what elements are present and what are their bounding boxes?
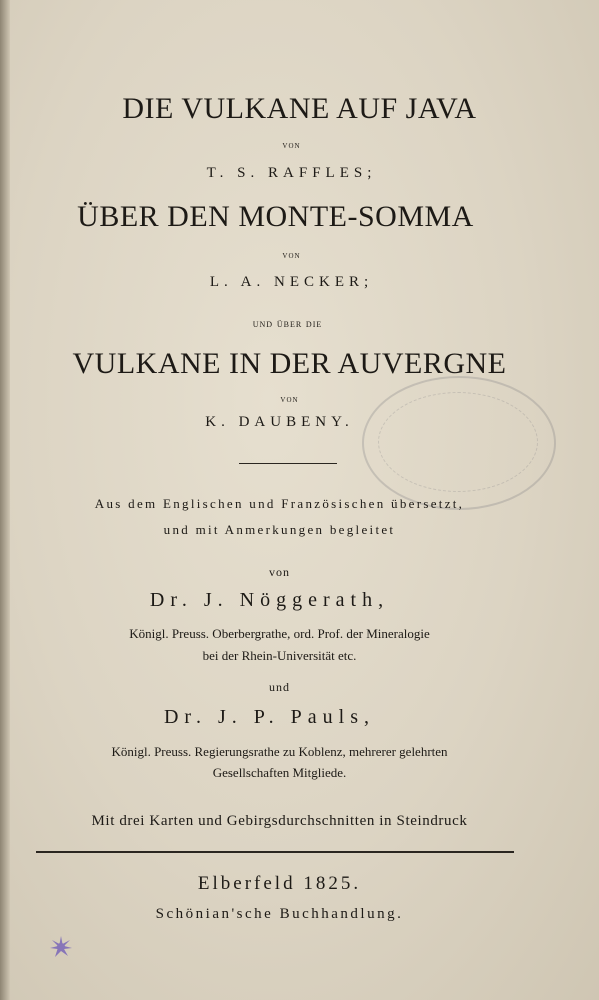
place-and-year: Elberfeld 1825. xyxy=(197,873,362,894)
translator2-affiliation-line1: Königl. Preuss. Regierungsrathe zu Koblenz, mehrerer gelehrten xyxy=(111,744,448,759)
translator2-affiliation-line2: Gesellschaften Mitgliede. xyxy=(212,765,347,780)
translation-note-line2: und mit Anmerkungen begleitet xyxy=(163,522,396,537)
translation-note-line1: Aus dem Englischen und Französischen übersetzt, xyxy=(94,496,465,511)
connector-und-ueber-die: und über die xyxy=(252,318,323,330)
von-label-4: von xyxy=(269,565,290,579)
purple-star-icon xyxy=(48,934,74,960)
main-title-auvergne: VULKANE IN DER AUVERGNE xyxy=(72,347,507,380)
main-title-monte-somma: ÜBER DEN MONTE-SOMMA xyxy=(77,200,474,233)
translator-noeggerath: Dr. J. Nöggerath, xyxy=(149,589,390,611)
und-label: und xyxy=(269,680,290,694)
author-daubeny: K. DAUBENY. xyxy=(205,414,354,430)
short-divider xyxy=(239,463,337,464)
author-necker: L. A. NECKER; xyxy=(209,274,374,290)
von-label-2: von xyxy=(282,250,301,261)
von-label-1: von xyxy=(282,140,301,151)
translator1-affiliation-line1: Königl. Preuss. Oberbergrathe, ord. Prof. der Mineralogie xyxy=(129,626,430,641)
translator1-affiliation-line2: bei der Rhein-Universität etc. xyxy=(202,648,357,663)
maps-note: Mit drei Karten und Gebirgsdurchschnitten in Steindruck xyxy=(91,813,468,829)
von-label-3: von xyxy=(280,394,299,405)
translator-pauls: Dr. J. P. Pauls, xyxy=(163,706,376,728)
publisher: Schönian'sche Buchhandlung. xyxy=(155,906,404,922)
main-title-java: DIE VULKANE AUF JAVA xyxy=(122,92,477,125)
long-divider xyxy=(36,851,514,853)
author-raffles: T. S. RAFFLES; xyxy=(206,165,377,181)
library-stamp-inner-ring xyxy=(378,392,538,492)
